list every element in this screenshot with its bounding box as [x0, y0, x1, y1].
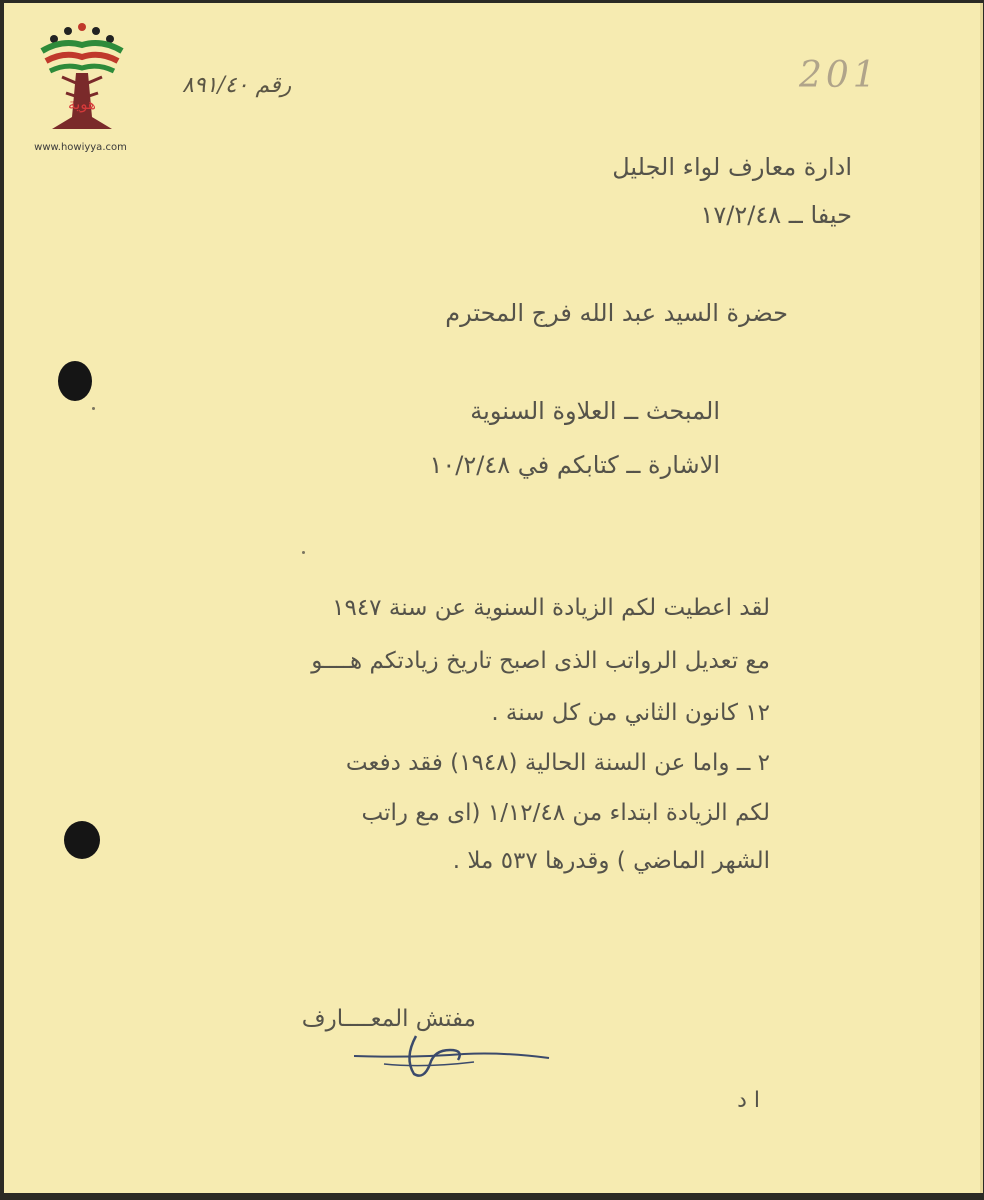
body-line: ١٢ كانون الثاني من كل سنة . — [491, 700, 770, 726]
signature-title: مفتش المعــــارف — [301, 1006, 476, 1032]
body-line: لقد اعطيت لكم الزيادة السنوية عن سنة ١٩٤٧ — [332, 595, 770, 621]
reference-line: الاشارة ــ كتابكم في ١٠/٢/٤٨ — [429, 451, 720, 479]
body-line: مع تعديل الرواتب الذى اصبح تاريخ زيادتكم هــــو — [311, 648, 770, 674]
subject-line: المبحث ــ العلاوة السنوية — [470, 397, 720, 425]
page-number: 201 — [799, 55, 880, 96]
signature-icon — [354, 1028, 554, 1088]
body-line: لكم الزيادة ابتداء من ١/١٢/٤٨ (اى مع راتب — [361, 800, 770, 826]
howiyya-logo-icon — [32, 21, 132, 139]
body-line: ٢ ــ واما عن السنة الحالية (١٩٤٨) فقد دفعت — [345, 750, 770, 776]
punch-hole — [64, 821, 100, 859]
logo-text: هوية — [68, 95, 96, 113]
reference-number: رقم ٨٩١/٤٠ — [182, 73, 292, 98]
addressee: حضرة السيد عبد الله فرج المحترم — [445, 299, 788, 327]
document-page — [4, 3, 983, 1193]
paper-speck — [92, 407, 95, 410]
body-line: الشهر الماضي ) وقدرها ٥٣٧ ملا . — [452, 848, 770, 874]
place-and-date: حيفا ــ ١٧/٢/٤٨ — [700, 201, 852, 229]
punch-hole — [58, 361, 92, 401]
typist-initials: ا د — [737, 1088, 760, 1113]
paper-speck — [302, 551, 305, 554]
issuing-office: ادارة معارف لواء الجليل — [612, 153, 852, 181]
website-url: www.howiyya.com — [34, 142, 127, 153]
